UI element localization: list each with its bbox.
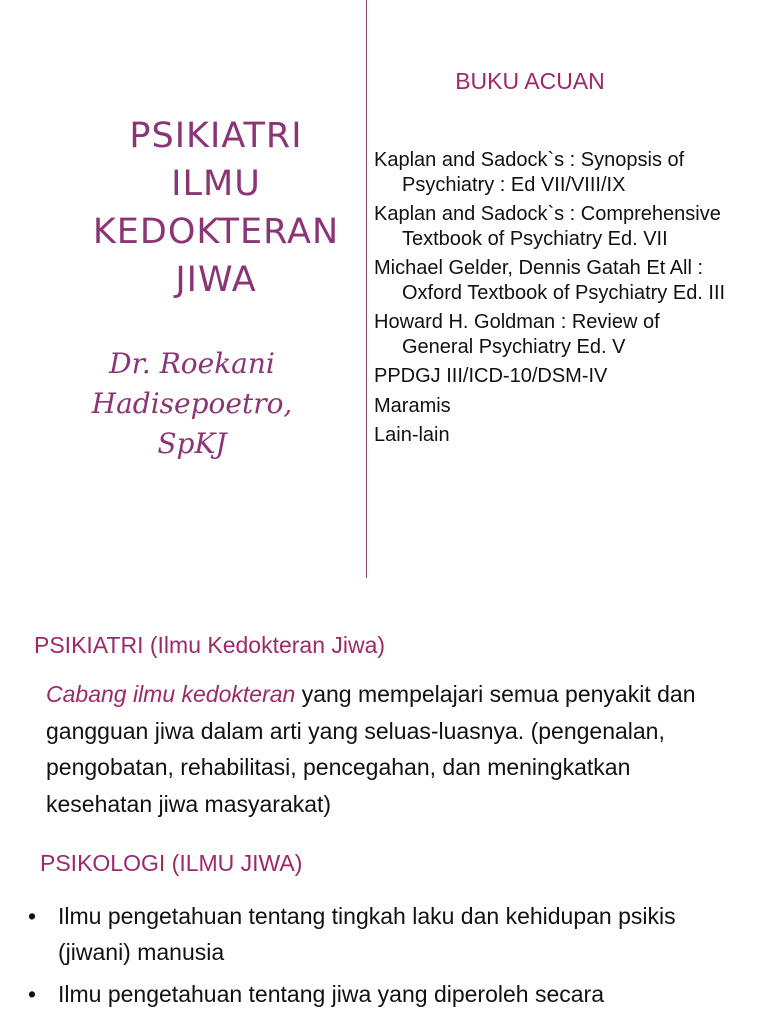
author-line: SpKJ: [157, 427, 227, 460]
bullet-text: Ilmu pengetahuan tentang tingkah laku dan kehidupan psikis (jiwani) manusia: [58, 903, 676, 965]
definition-emphasis: Cabang ilmu kedokteran: [46, 681, 296, 707]
title-line: ILMU: [171, 164, 261, 204]
reference-item: Kaplan and Sadock`s : Comprehensive Textbook of Psychiatry Ed. VII: [374, 203, 721, 250]
reference-item: Michael Gelder, Dennis Gatah Et All : Oxford Textbook of Psychiatry Ed. III: [374, 257, 726, 304]
bullet-item: [28, 898, 748, 970]
reference-item: Maramis: [374, 394, 451, 417]
author-line: Dr. Roekani: [109, 347, 275, 380]
psikologi-heading: PSIKOLOGI (ILMU JIWA): [40, 850, 303, 876]
title-line: JIWA: [175, 260, 257, 300]
reference-item: PPDGJ III/ICD-10/DSM-IV: [374, 365, 608, 387]
author: [60, 344, 324, 464]
psikologi-bullets: [28, 898, 748, 1018]
slide-2: [0, 578, 768, 1024]
references-heading: BUKU ACUAN: [455, 68, 605, 94]
bullet-marker: •: [28, 981, 37, 1007]
psikiatri-heading: PSIKIATRI (Ilmu Kedokteran Jiwa): [34, 632, 386, 658]
reference-item: Kaplan and Sadock`s : Synopsis of Psychiatry : Ed VII/VIII/IX: [374, 149, 685, 196]
reference-item: Lain-lain: [374, 424, 450, 446]
reference-item: Howard H. Goldman : Review of General Psychiatry Ed. V: [374, 311, 660, 358]
title-line: KEDOKTERAN: [92, 212, 340, 252]
author-line: Hadisepoetro,: [91, 387, 293, 420]
vertical-divider: [366, 0, 367, 578]
definition-text: yang mempelajari semua penyakit dan gangguan jiwa dalam arti yang seluas-luasnya. (pengenalan, pengobatan, rehabilitasi, pencegahan, dan meningkatkan kesehatan jiwa masyarakat): [46, 681, 696, 817]
bullet-text: Ilmu pengetahuan tentang jiwa yang diperoleh secara: [58, 981, 604, 1007]
psikiatri-definition: [46, 676, 736, 822]
title-line: PSIKIATRI: [129, 116, 303, 156]
bullet-marker: •: [28, 903, 37, 929]
bullet-item: [28, 976, 748, 1012]
slide-title: [66, 112, 366, 304]
references-list: [374, 148, 726, 453]
